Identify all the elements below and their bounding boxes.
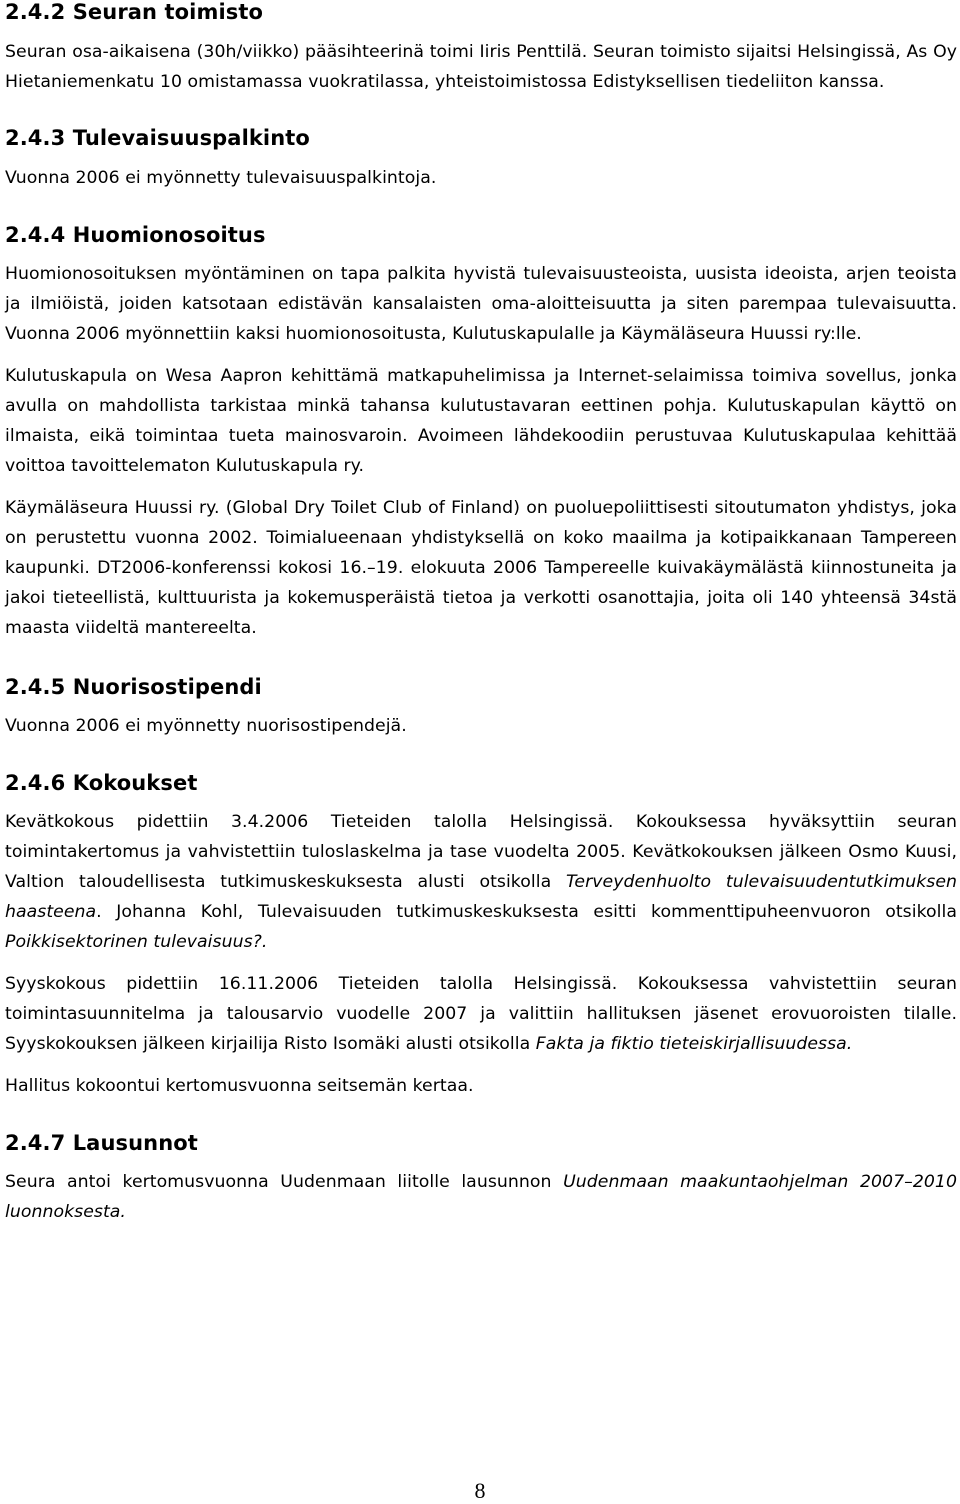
paragraph: Huomionosoituksen myöntäminen on tapa palkita hyvistä tulevaisuusteoista, uusista ideoista, arjen teoista ja ilmiöistä, joiden katsotaan edistävän kansalaisten oma-aloitteisuutta ja siten parempaa tulevaisuutta. Vuonna 2006 myönnettiin kaksi huomionosoitusta, Kulutuskapulalle ja Käymäläseura Huussi ry:lle.: [5, 264, 957, 344]
paragraph: [5, 969, 957, 1059]
talk-title: Fakta ja fiktio tieteiskirjallisuudessa.: [535, 1034, 853, 1054]
paragraph-text: Kevätkokous pidettiin 3.4.2006 Tieteiden talolla Helsingissä. Kokouksessa hyväksyttiin seuran toimintakertomus ja vahvistettiin tuloslaskelma ja tase vuodelta 2005. Kevätkokouksen jälkeen Osmo Kuusi, Valtion taloudellisesta tutkimuskeskuksesta alusti otsikolla: [5, 812, 957, 892]
section-heading: 2.4.6 Kokoukset: [5, 771, 198, 795]
talk-title: Poikkisektorinen tulevaisuus?.: [5, 932, 268, 952]
section-2-4-7: [5, 1131, 957, 1227]
paragraph-text: Seura antoi kertomusvuonna Uudenmaan liitolle lausunnon: [5, 1172, 564, 1192]
paragraph: Hallitus kokoontui kertomusvuonna seitsemän kertaa.: [5, 1076, 474, 1096]
section-2-4-3: [5, 126, 957, 193]
paragraph-text: . Johanna Kohl, Tulevaisuuden tutkimuskeskuksesta esitti kommenttipuheenvuoron otsikolla: [96, 902, 957, 922]
talk-title: Terveydenhuolto tulevaisuudentutkimuksen haasteena: [5, 872, 958, 922]
section-heading: 2.4.4 Huomionosoitus: [5, 223, 266, 247]
section-heading: 2.4.2 Seuran toimisto: [5, 0, 264, 24]
section-heading: 2.4.5 Nuorisostipendi: [5, 675, 262, 699]
paragraph: Kulutuskapula on Wesa Aapron kehittämä matkapuhelimissa ja Internet-selaimissa toimiva sovellus, jonka avulla on mahdollista tarkistaa minkä tahansa kulutustavaran eettinen pohja. Kulutuskapulan käyttö on ilmaista, eikä toimintaa tueta mainosvaroin. Avoimeen lähdekoodiin perustuvaa Kulutuskapulaa kehittää voittoa tavoittelematon Kulutuskapula ry.: [5, 366, 957, 476]
section-2-4-6: [5, 771, 957, 1101]
paragraph: Vuonna 2006 ei myönnetty tulevaisuuspalkintoja.: [5, 168, 437, 188]
paragraph: [5, 807, 957, 957]
document-page: [5, 0, 957, 1227]
paragraph: [5, 1167, 957, 1227]
section-2-4-4: [5, 223, 957, 643]
paragraph-text: Syyskokous pidettiin 16.11.2006 Tieteiden talolla Helsingissä. Kokouksessa vahvistettiin seuran toimintasuunnitelma ja talousarvio vuodelle 2007 ja valittiin hallituksen jäsenet erovuoroisten tilalle. Syyskokouksen jälkeen kirjailija Risto Isomäki alusti otsikolla: [5, 974, 957, 1054]
document-title: Uudenmaan maakuntaohjelman 2007–2010 luonnoksesta.: [5, 1172, 957, 1222]
paragraph: Seuran osa-aikaisena (30h/viikko) pääsihteerinä toimi Iiris Penttilä. Seuran toimisto sijaitsi Helsingissä, As Oy Hietaniemenkatu 10 omistamassa vuokratilassa, yhteistoimistossa Edistyksellisen tiedeliiton kanssa.: [5, 42, 957, 92]
section-2-4-2: [5, 0, 957, 97]
page-number: 8: [474, 1478, 486, 1503]
section-heading: 2.4.7 Lausunnot: [5, 1131, 198, 1155]
section-heading: 2.4.3 Tulevaisuuspalkinto: [5, 126, 310, 150]
paragraph: Käymäläseura Huussi ry. (Global Dry Toilet Club of Finland) on puoluepoliittisesti sitoutumaton yhdistys, joka on perustettu vuonna 2002. Toimialueenaan yhdistyksellä on koko maailma ja kotipaikkanaan Tampereen kaupunki. DT2006-konferenssi kokosi 16.–19. elokuuta 2006 Tampereelle kuivakäymälästä kiinnostuneita ja jakoi tieteellistä, kulttuurista ja kokemusperäistä tietoa ja verkotti osanottajia, joita oli 140 yhteensä 34stä maasta viideltä mantereelta.: [5, 498, 957, 638]
section-2-4-5: [5, 675, 957, 741]
paragraph: Vuonna 2006 ei myönnetty nuorisostipendejä.: [5, 716, 407, 736]
